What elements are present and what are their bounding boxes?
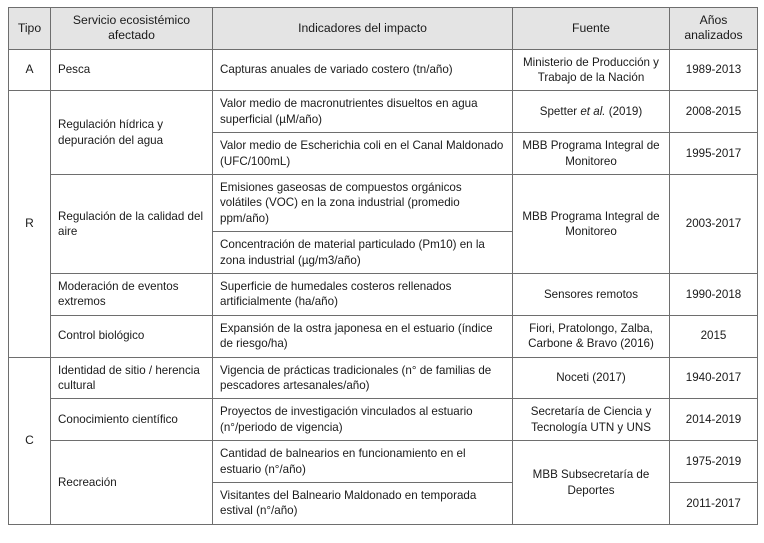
cell-fuente: Noceti (2017) [513, 357, 670, 399]
cell-tipo: A [9, 49, 51, 91]
table-row [9, 174, 758, 231]
column-header-indicador [213, 8, 513, 50]
table-row [9, 441, 758, 483]
table-row [9, 357, 758, 399]
cell-fuente: Fiori, Pratolongo, Zalba, Carbone & Bravo (2016) [513, 315, 670, 357]
table-body [9, 49, 758, 524]
column-header-servicio-label-line1: Servicio ecosistémico [72, 13, 191, 27]
cell-indicador: Emisiones gaseosas de compuestos orgánicos volátiles (VOC) en la zona industrial (promedio ppm/año) [213, 174, 513, 231]
cell-anios: 2008-2015 [670, 91, 758, 133]
cell-servicio: Identidad de sitio / herencia cultural [51, 357, 213, 399]
cell-anios: 1989-2013 [670, 49, 758, 91]
table-row [9, 315, 758, 357]
table-row [9, 273, 758, 315]
cell-indicador: Concentración de material particulado (Pm10) en la zona industrial (µg/m3/año) [213, 232, 513, 274]
cell-tipo: R [9, 91, 51, 357]
table-header-row [9, 8, 758, 50]
column-header-anios-label-line1: Años [699, 13, 728, 27]
ecosystem-services-table [8, 7, 758, 525]
column-header-indicador-label: Indicadores del impacto [298, 20, 427, 35]
column-header-tipo [9, 8, 51, 50]
cell-fuente-suffix: (2019) [605, 105, 643, 119]
cell-fuente: Secretaría de Ciencia y Tecnología UTN y UNS [513, 399, 670, 441]
table-row [9, 49, 758, 91]
cell-indicador: Superficie de humedales costeros rellenados artificialmente (ha/año) [213, 273, 513, 315]
cell-indicador: Valor medio de Escherichia coli en el Canal Maldonado (UFC/100mL) [213, 133, 513, 175]
cell-fuente: Ministerio de Producción y Trabajo de la Nación [513, 49, 670, 91]
table-header [9, 8, 758, 50]
cell-indicador: Vigencia de prácticas tradicionales (n° de familias de pescadores artesanales/año) [213, 357, 513, 399]
cell-anios: 1995-2017 [670, 133, 758, 175]
ecosystem-services-table-container [8, 7, 757, 525]
cell-fuente: MBB Subsecretaría de Deportes [513, 441, 670, 525]
column-header-fuente [513, 8, 670, 50]
cell-servicio: Control biológico [51, 315, 213, 357]
column-header-anios [670, 8, 758, 50]
cell-indicador: Cantidad de balnearios en funcionamiento en el estuario (n°/año) [213, 441, 513, 483]
cell-indicador: Valor medio de macronutrientes disueltos en agua superficial (µM/año) [213, 91, 513, 133]
table-row [9, 399, 758, 441]
cell-anios: 1990-2018 [670, 273, 758, 315]
column-header-anios-label-line2: analizados [684, 28, 743, 43]
cell-anios: 2011-2017 [670, 483, 758, 525]
cell-fuente-prefix: Spetter [539, 105, 581, 119]
cell-servicio: Conocimiento científico [51, 399, 213, 441]
cell-anios: 1975-2019 [670, 441, 758, 483]
column-header-fuente-label: Fuente [572, 20, 610, 35]
column-header-tipo-label: Tipo [17, 20, 42, 35]
cell-fuente: MBB Programa Integral de Monitoreo [513, 174, 670, 273]
cell-fuente [513, 91, 670, 133]
cell-fuente: MBB Programa Integral de Monitoreo [513, 133, 670, 175]
cell-fuente: Sensores remotos [513, 273, 670, 315]
cell-servicio: Pesca [51, 49, 213, 91]
cell-indicador: Proyectos de investigación vinculados al estuario (n°/periodo de vigencia) [213, 399, 513, 441]
cell-anios: 2014-2019 [670, 399, 758, 441]
cell-indicador: Capturas anuales de variado costero (tn/año) [213, 49, 513, 91]
cell-tipo: C [9, 357, 51, 524]
table-row [9, 91, 758, 133]
cell-servicio: Recreación [51, 441, 213, 525]
cell-indicador: Visitantes del Balneario Maldonado en temporada estival (n°/año) [213, 483, 513, 525]
cell-anios: 1940-2017 [670, 357, 758, 399]
cell-anios: 2015 [670, 315, 758, 357]
cell-servicio: Moderación de eventos extremos [51, 273, 213, 315]
cell-servicio: Regulación de la calidad del aire [51, 174, 213, 273]
cell-anios: 2003-2017 [670, 174, 758, 273]
cell-servicio: Regulación hídrica y depuración del agua [51, 91, 213, 175]
column-header-servicio-label-line2: afectado [108, 28, 155, 43]
column-header-servicio [51, 8, 213, 50]
cell-indicador: Expansión de la ostra japonesa en el estuario (índice de riesgo/ha) [213, 315, 513, 357]
cell-fuente-italic: et al. [580, 105, 606, 119]
